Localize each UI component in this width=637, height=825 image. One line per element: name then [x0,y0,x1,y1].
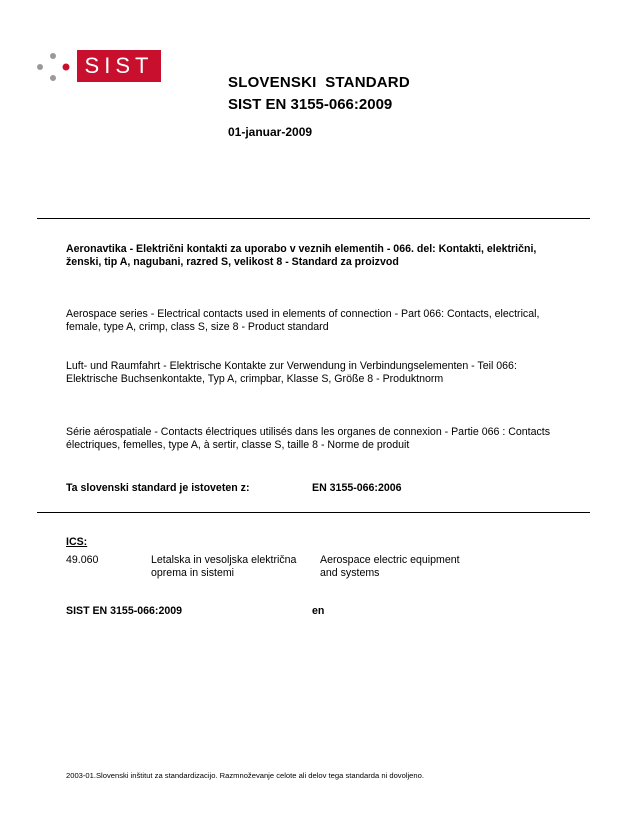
identical-label: Ta slovenski standard je istoveten z: [66,482,250,494]
title-english: Aerospace series - Electrical contacts used in elements of connection - Part 066: Contacts, electrical, female, type A, crimp, class S, size 8 - Product standard [66,308,540,333]
reference-code: SIST EN 3155-066:2009 [66,605,183,617]
reference-language: en [312,605,325,617]
identical-value: EN 3155-066:2006 [312,482,402,494]
sist-logo: SIST [77,50,161,82]
title-french: Série aérospatiale - Contacts électriques utilisés dans les organes de connexion - Partie 066 : Contacts électriques, femelles, type A, à sertir, classe S, taille 8 - Norme de produit [66,426,551,451]
title-slovenian: Aeronavtika - Električni kontakti za uporabo v veznih elementih - 066. del: Kontakti, električni, ženski, tip A, nagubani, razred S, velikost 8 - Standard za proizvod [66,243,537,268]
standard-date: 01-januar-2009 [228,125,313,139]
ics-label: ICS: [66,536,88,548]
ics-description-en: Aerospace electric equipment and systems [320,554,460,579]
standard-title: SLOVENSKI STANDARD [228,74,410,91]
copyright-footer: 2003-01.Slovenski inštitut za standardizacijo. Razmnoževanje celote ali delov tega standarda ni dovoljeno. [66,771,424,780]
title-german: Luft- und Raumfahrt - Elektrische Kontakte zur Verwendung in Verbindungselementen - Teil 066: Elektrische Buchsenkontakte, Typ A, crimpbar, Klasse S, Größe 8 - Produktnorm [66,360,517,385]
logo-dots-icon [36,52,72,82]
top-divider [37,218,590,219]
ics-code: 49.060 [66,554,99,566]
middle-divider [37,512,590,513]
standard-code: SIST EN 3155-066:2009 [228,96,393,113]
ics-description-sl: Letalska in vesoljska električna oprema in sistemi [151,554,297,579]
